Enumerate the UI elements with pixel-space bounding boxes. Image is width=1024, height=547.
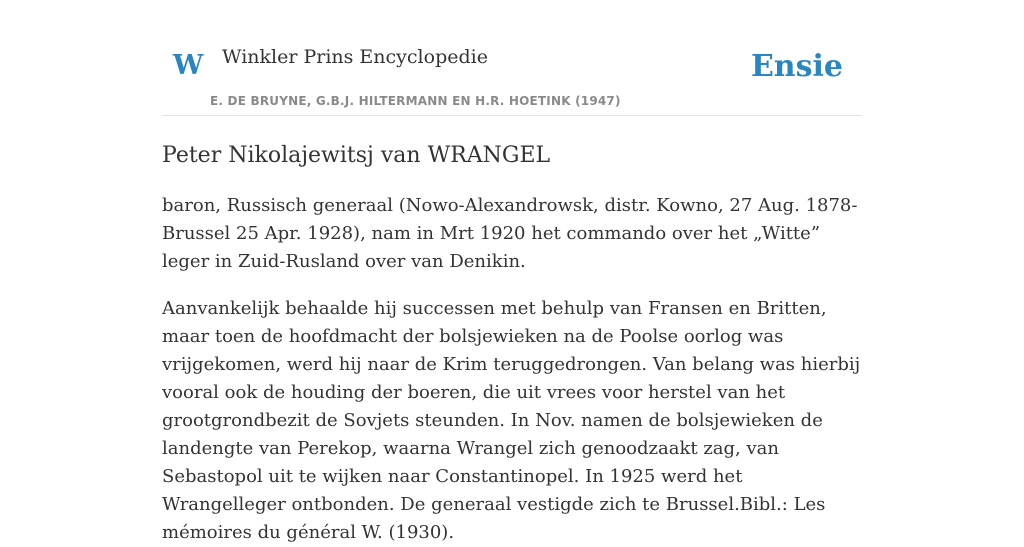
page [162,0,862,543]
entry-title: Peter Nikolajewitsj van WRANGEL [162,143,551,168]
site-title[interactable]: Winkler Prins Encyclopedie [222,46,488,68]
winkler-prins-logo[interactable]: W [173,50,204,81]
entry-paragraph-2: Aanvankelijk behaalde hij successen met behulp van Fransen en Britten, maar toen de hoofdmacht der bolsjewieken na de Poolse oorlog was vrijgekomen, werd hij naar de Krim teruggedrongen. Van belang was hierbij vooral ook de houding der boeren, die uit vrees voor herstel van het grootgrondbezit de Sovjets steunden. In Nov. namen de bolsjewieken de landengte van Perekop, waarna Wrangel zich genoodzaakt zag, van Sebastopol uit te wijken naar Constantinopel. In 1925 werd het Wrangelleger ontbonden. De generaal vestigde zich te Brussel.Bibl.: Les mémoires du général W. (1930). [162,298,861,543]
header [162,0,862,116]
site-authors: E. DE BRUYNE, G.B.J. HILTERMANN EN H.R. HOETINK (1947) [210,94,621,108]
ensie-brand-link[interactable]: Ensie [750,49,843,84]
entry-paragraph-1: baron, Russisch generaal (Nowo-Alexandrowsk, distr. Kowno, 27 Aug. 1878-Brussel 25 Apr. 1928), nam in Mrt 1920 het commando over het „Witte” leger in Zuid-Rusland over van Denikin. [162,195,858,272]
